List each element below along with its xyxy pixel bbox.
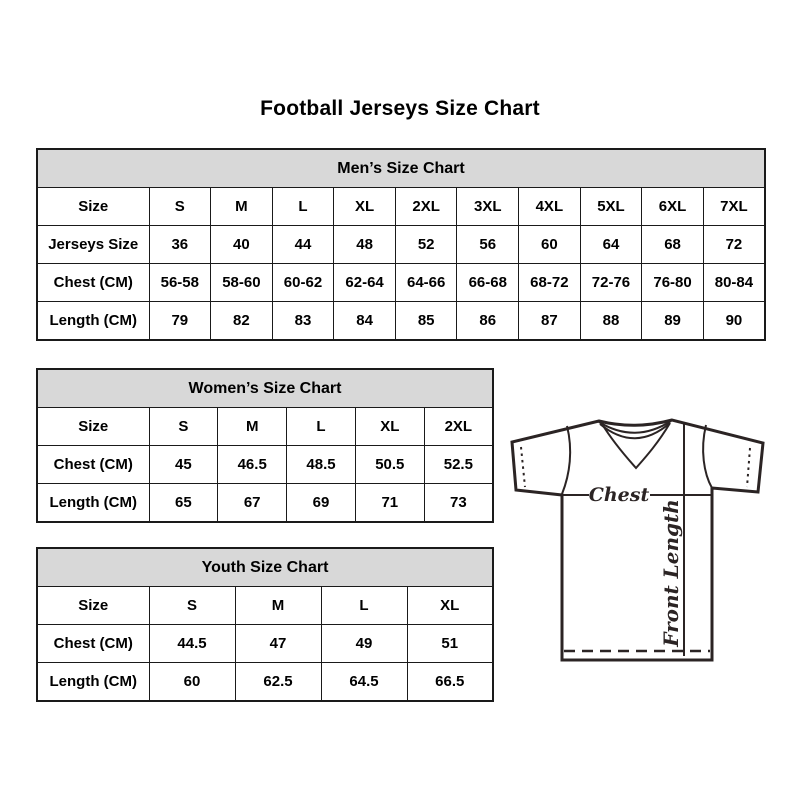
table-cell: 85 — [395, 302, 457, 341]
youth-size-table — [36, 547, 494, 702]
column-header: S — [149, 408, 218, 446]
column-header: M — [218, 408, 287, 446]
table-cell: 56-58 — [149, 264, 211, 302]
table-cell: 52 — [395, 226, 457, 264]
column-header: L — [321, 587, 407, 625]
right-cuff-stitch-line — [747, 448, 750, 487]
chest-label: Chest — [588, 484, 650, 506]
table-cell: 66-68 — [457, 264, 519, 302]
table-cell: 36 — [149, 226, 211, 264]
table-cell: 79 — [149, 302, 211, 341]
table-cell: 68 — [642, 226, 704, 264]
front-length-label: Front Length — [659, 499, 683, 647]
table-cell: 62-64 — [334, 264, 396, 302]
mens-size-table — [36, 148, 766, 341]
table-cell: 47 — [235, 625, 321, 663]
row-label: Length (CM) — [37, 484, 149, 523]
row-label: Size — [37, 587, 149, 625]
table-cell: 60 — [519, 226, 581, 264]
table-cell: 76-80 — [642, 264, 704, 302]
table-cell: 48.5 — [287, 446, 356, 484]
table-cell: 86 — [457, 302, 519, 341]
row-label: Chest (CM) — [37, 446, 149, 484]
column-header: L — [272, 188, 334, 226]
column-header: M — [235, 587, 321, 625]
row-label: Chest (CM) — [37, 264, 149, 302]
table-title-row — [37, 149, 765, 188]
table-cell: 44.5 — [149, 625, 235, 663]
column-header: 7XL — [703, 188, 765, 226]
jersey-outline — [512, 420, 763, 660]
column-header: S — [149, 188, 211, 226]
column-header: 4XL — [519, 188, 581, 226]
jersey-icon — [504, 398, 772, 670]
column-header: 6XL — [642, 188, 704, 226]
table-cell: 58-60 — [211, 264, 273, 302]
row-label: Size — [37, 188, 149, 226]
table-cell: 50.5 — [355, 446, 424, 484]
jersey-measurement-diagram — [504, 398, 772, 670]
table-cell: 49 — [321, 625, 407, 663]
table-cell: 71 — [355, 484, 424, 523]
table-cell: 73 — [424, 484, 493, 523]
column-header: 3XL — [457, 188, 519, 226]
table-cell: 46.5 — [218, 446, 287, 484]
table-cell: 62.5 — [235, 663, 321, 702]
size-header-row — [37, 188, 765, 226]
column-header: XL — [355, 408, 424, 446]
womens-size-table — [36, 368, 494, 523]
column-header: XL — [334, 188, 396, 226]
size-header-row — [37, 587, 493, 625]
table-cell: 51 — [407, 625, 493, 663]
table-cell: 67 — [218, 484, 287, 523]
table-cell: 88 — [580, 302, 642, 341]
table-title: Men’s Size Chart — [37, 149, 765, 188]
table-cell: 66.5 — [407, 663, 493, 702]
table-cell: 87 — [519, 302, 581, 341]
table-title: Women’s Size Chart — [37, 369, 493, 408]
table-title: Youth Size Chart — [37, 548, 493, 587]
table-row — [37, 302, 765, 341]
table-cell: 40 — [211, 226, 273, 264]
column-header: 2XL — [395, 188, 457, 226]
table-cell: 56 — [457, 226, 519, 264]
column-header: 5XL — [580, 188, 642, 226]
table-row — [37, 625, 493, 663]
table-cell: 90 — [703, 302, 765, 341]
table-title-row — [37, 369, 493, 408]
column-header: M — [211, 188, 273, 226]
table-cell: 52.5 — [424, 446, 493, 484]
table-cell: 64 — [580, 226, 642, 264]
table-cell: 89 — [642, 302, 704, 341]
table-row — [37, 446, 493, 484]
table-cell: 82 — [211, 302, 273, 341]
table-cell: 84 — [334, 302, 396, 341]
table-row — [37, 484, 493, 523]
table-cell: 64-66 — [395, 264, 457, 302]
table-title-row — [37, 548, 493, 587]
table-cell: 68-72 — [519, 264, 581, 302]
left-armhole-seam — [562, 426, 570, 494]
table-cell: 48 — [334, 226, 396, 264]
column-header: XL — [407, 587, 493, 625]
left-cuff-stitch-line — [521, 447, 525, 487]
size-header-row — [37, 408, 493, 446]
table-cell: 65 — [149, 484, 218, 523]
row-label: Jerseys Size — [37, 226, 149, 264]
table-cell: 69 — [287, 484, 356, 523]
row-label: Size — [37, 408, 149, 446]
column-header: 2XL — [424, 408, 493, 446]
table-cell: 44 — [272, 226, 334, 264]
table-row — [37, 226, 765, 264]
column-header: S — [149, 587, 235, 625]
table-cell: 45 — [149, 446, 218, 484]
table-cell: 60-62 — [272, 264, 334, 302]
table-cell: 80-84 — [703, 264, 765, 302]
table-cell: 72 — [703, 226, 765, 264]
page-title: Football Jerseys Size Chart — [260, 97, 540, 120]
row-label: Length (CM) — [37, 302, 149, 341]
table-cell: 64.5 — [321, 663, 407, 702]
row-label: Length (CM) — [37, 663, 149, 702]
row-label: Chest (CM) — [37, 625, 149, 663]
table-cell: 72-76 — [580, 264, 642, 302]
table-row — [37, 663, 493, 702]
table-row — [37, 264, 765, 302]
table-cell: 83 — [272, 302, 334, 341]
column-header: L — [287, 408, 356, 446]
right-armhole-seam — [703, 425, 712, 488]
table-cell: 60 — [149, 663, 235, 702]
